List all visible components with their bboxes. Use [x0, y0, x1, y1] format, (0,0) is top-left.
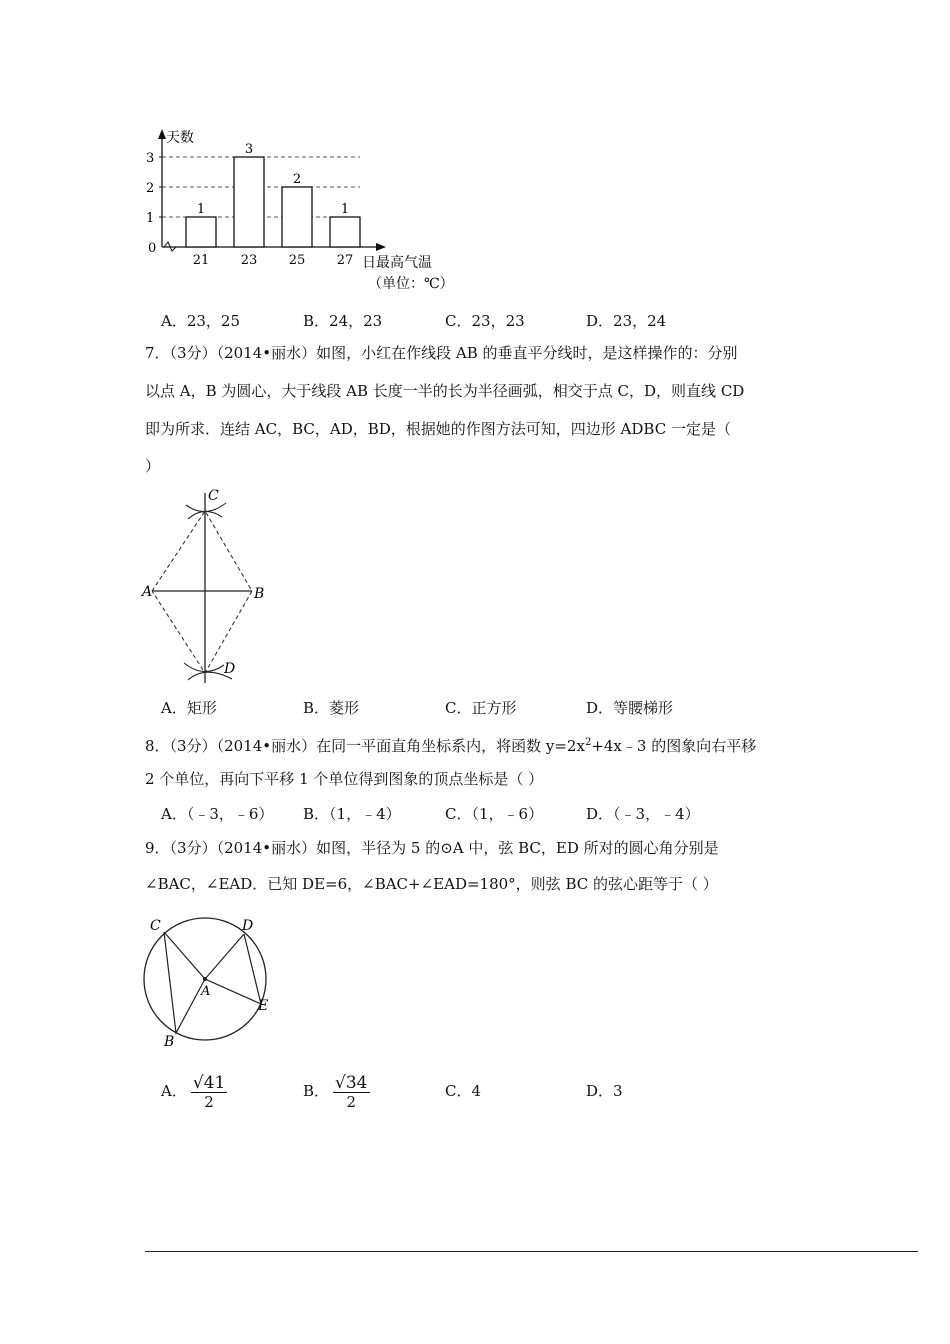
- label-d: D: [224, 661, 236, 677]
- x-tick-label-25: 25: [288, 253, 306, 268]
- label-b: B: [164, 1034, 175, 1050]
- triangle-bac: [164, 932, 205, 1033]
- label-c: C: [208, 488, 219, 504]
- q7-stem-line-4: ）: [145, 457, 161, 475]
- x-tick-label-27: 27: [336, 253, 354, 268]
- arc-c-1: [186, 503, 226, 512]
- q7-stem-line-3: 即为所求．连结 AC，BC，AD，BD，根据她的作图方法可知，四边形 ADBC 一定是（: [145, 420, 731, 438]
- q7-option-b[interactable]: B．菱形: [303, 699, 360, 717]
- label-a: A: [201, 984, 211, 999]
- q6-option-c[interactable]: C．23，23: [445, 312, 525, 330]
- temperature-bar-chart: [140, 125, 470, 295]
- q7-stem-line-1: 7．（3分）（2014•丽水）如图，小红在作线段 AB 的垂直平分线时，是这样操作的：分别: [145, 344, 738, 362]
- label-e: E: [258, 998, 269, 1014]
- q7-option-a[interactable]: A．矩形: [161, 699, 217, 717]
- bar-25: [282, 187, 312, 247]
- bar-data-label-23: 3: [244, 142, 254, 157]
- bar-27: [330, 217, 360, 247]
- footer-rule: [145, 1251, 918, 1252]
- q8-option-a[interactable]: A．（﹣3，﹣6）: [161, 805, 274, 823]
- bar-23: [234, 157, 264, 247]
- label-c: C: [150, 918, 161, 934]
- q7-stem-line-2: 以点 A，B 为圆心，大于线段 AB 长度一半的长为半径画弧，相交于点 C，D，则直线 CD: [145, 382, 745, 400]
- y-tick-label-1: 1: [146, 211, 155, 226]
- q6-option-a[interactable]: A．23，25: [161, 312, 241, 330]
- label-a: A: [142, 584, 153, 600]
- bar-data-label-25: 2: [292, 172, 302, 187]
- center-point: [203, 977, 207, 981]
- q9-option-b[interactable]: B． $\frac{√34}{2}$: [303, 1072, 368, 1111]
- q9-options: [145, 1068, 785, 1116]
- q8-exponent: 2: [584, 737, 592, 748]
- x-tick-label-21: 21: [192, 253, 210, 268]
- q9-stem-line-2: ∠BAC，∠EAD．已知 DE=6，∠BAC+∠EAD=180°，则弦 BC 的弦心距等于（ ）: [145, 875, 718, 893]
- arc-d-1: [184, 663, 224, 672]
- y-tick-label-3: 3: [146, 151, 155, 166]
- q8-option-b[interactable]: B．（1，﹣4）: [303, 805, 401, 823]
- q6-option-d[interactable]: D．23，24: [586, 312, 667, 330]
- q6-option-b[interactable]: B．24，23: [303, 312, 383, 330]
- x-axis-title: 日最高气温: [362, 255, 432, 271]
- x-tick-label-23: 23: [240, 253, 258, 268]
- bar-21: [186, 217, 216, 247]
- bar-data-label-21: 1: [196, 202, 206, 217]
- q7-option-c[interactable]: C．正方形: [445, 699, 517, 717]
- bar-data-label-27: 1: [340, 202, 350, 217]
- y-tick-label-0: 0: [148, 241, 157, 256]
- q8-option-c[interactable]: C．（1，﹣6）: [445, 805, 544, 823]
- q8-option-d[interactable]: D．（﹣3，﹣4）: [586, 805, 700, 823]
- q8-options: [145, 803, 785, 825]
- circle-chords-figure: [138, 912, 278, 1052]
- x-axis-unit: （单位：℃）: [368, 276, 454, 292]
- q7-options: [145, 697, 785, 719]
- y-axis-title: 天数: [166, 130, 194, 146]
- perpendicular-bisector-figure: [140, 485, 275, 690]
- q9-option-a[interactable]: A． $\frac{√41}{2}$: [161, 1072, 226, 1111]
- y-axis-arrow: [158, 129, 166, 139]
- label-d: D: [242, 918, 254, 934]
- fraction-b: $\frac{√34}{2}$: [335, 1072, 368, 1111]
- triangle-ead: [205, 934, 261, 1004]
- q9-stem-line-1: 9．（3分）（2014•丽水）如图，半径为 5 的⊙A 中，弦 BC，ED 所对的圆心角分别是: [145, 839, 719, 857]
- q9-option-d[interactable]: D．3: [586, 1082, 623, 1100]
- quadrilateral-adbc: [152, 511, 252, 673]
- q7-option-d[interactable]: D．等腰梯形: [586, 699, 674, 717]
- x-axis-arrow: [376, 243, 386, 251]
- q9-option-c[interactable]: C．4: [445, 1082, 482, 1100]
- fraction-a: $\frac{√41}{2}$: [192, 1072, 226, 1111]
- q6-options: [145, 310, 785, 332]
- q8-stem-line-1: 8．（3分）（2014•丽水）在同一平面直角坐标系内，将函数 $y=2x^2+4x﹣3$ 的图象向右平移: [145, 737, 757, 755]
- label-b: B: [254, 586, 265, 602]
- q8-stem-line-2: 2 个单位，再向下平移 1 个单位得到图象的顶点坐标是（ ）: [145, 770, 544, 788]
- y-tick-label-2: 2: [146, 181, 155, 196]
